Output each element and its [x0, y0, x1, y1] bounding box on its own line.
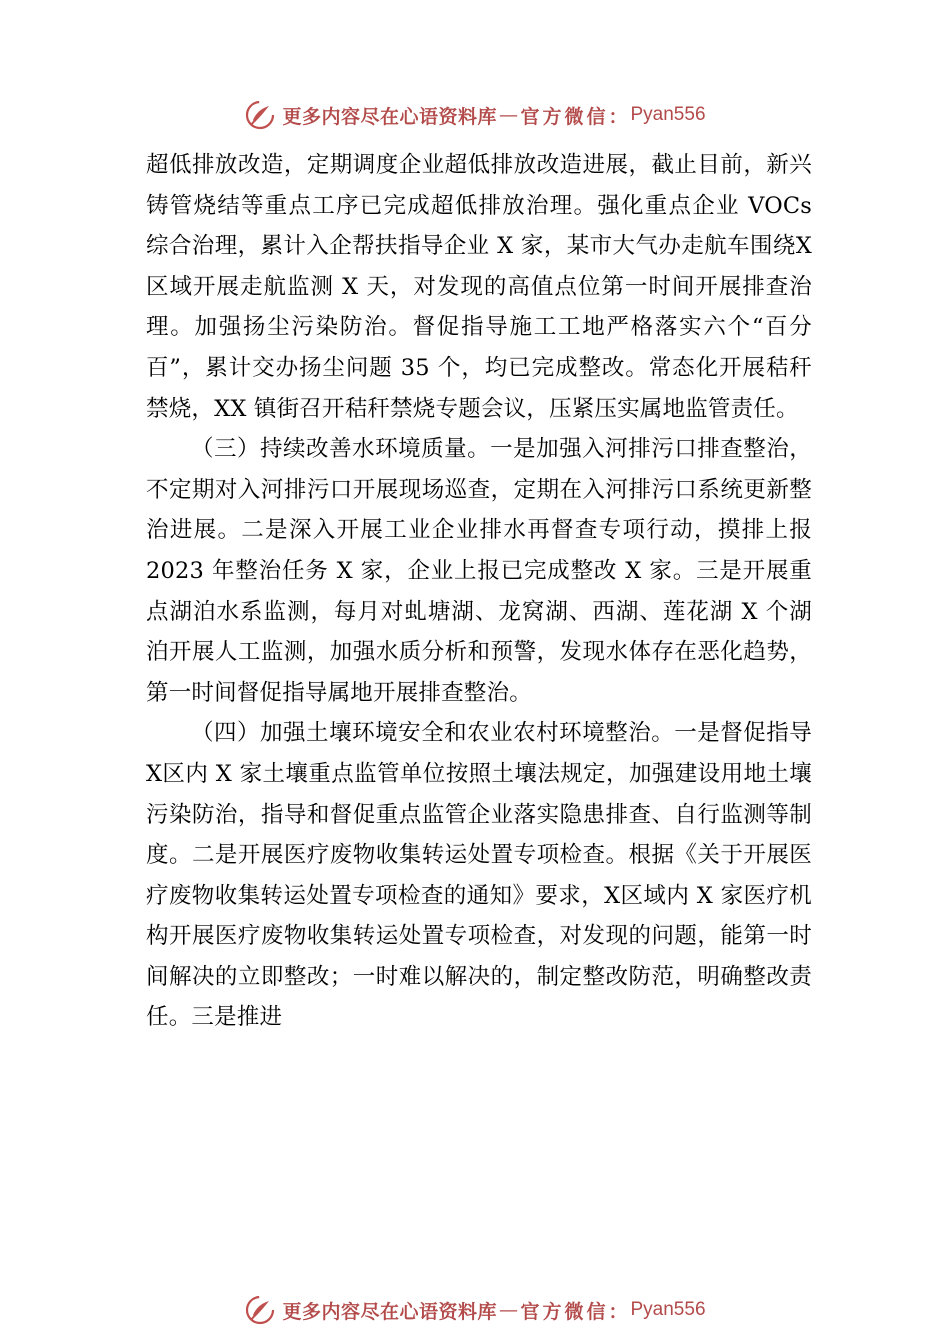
watermark-logo-icon	[244, 99, 276, 131]
watermark-wechat-id: Pyan556	[630, 1299, 706, 1320]
watermark-label: 官方微信：	[520, 1300, 631, 1323]
paragraph-air-quality-continuation: 超低排放改造，定期调度企业超低排放改造进展，截止目前，新兴铸管烧结等重点工序已完成超低排放治理。强化重点企业 VOCs 综合治理，累计入企帮扶指导企业 X 家，某市大气办走航车围绕Ⅹ区域开展走航监测 X 天，对发现的高值点位第一时间开展排查治理。加强扬尘污染防治。督促指导施工工地严格落实六个“百分百”，累计交办扬尘问题 35 个，均已完成整改。常态化开展秸秆禁烧，XX 镇街召开秸秆禁烧专题会议，压紧压实属地监管责任。	[146, 152, 812, 422]
watermark-text: 更多内容尽在心语资料库	[282, 1300, 497, 1323]
watermark-separator: —	[498, 104, 519, 126]
watermark-text: 更多内容尽在心语资料库	[282, 105, 497, 128]
watermark-logo-icon	[244, 1294, 276, 1326]
paragraph-water-environment: （三）持续改善水环境质量。一是加强入河排污口排查整治，不定期对入河排污口开展现场巡查，定期在入河排污口系统更新整治进展。二是深入开展工业企业排水再督查专项行动，摸排上报 2023 年整治任务 X 家，企业上报已完成整改 X 家。三是开展重点湖泊水系监测，每月对虬塘湖、龙窝湖、西湖、莲花湖 X 个湖泊开展人工监测，加强水质分析和预警，发现水体存在恶化趋势，第一时间督促指导属地开展排查整治。	[146, 436, 812, 706]
watermark-label: 官方微信：	[520, 105, 631, 128]
footer-watermark	[0, 1290, 950, 1330]
watermark-separator: —	[498, 1299, 519, 1321]
document-body	[146, 145, 812, 1038]
paragraph-soil-environment: （四）加强土壤环境安全和农业农村环境整治。一是督促指导Ⅹ区内 X 家土壤重点监管单位按照土壤法规定，加强建设用地土壤污染防治，指导和督促重点监管企业落实隐患排查、自行监测等制度。二是开展医疗废物收集转运处置专项检查。根据《关于开展医疗废物收集转运处置专项检查的通知》要求，Ⅹ区域内 X 家医疗机构开展医疗废物收集转运处置专项检查，对发现的问题，能第一时间解决的立即整改；一时难以解决的，制定整改防范，明确整改责任。三是推进	[146, 720, 812, 1031]
watermark-wechat-id: Pyan556	[630, 104, 706, 125]
header-watermark	[0, 95, 950, 135]
